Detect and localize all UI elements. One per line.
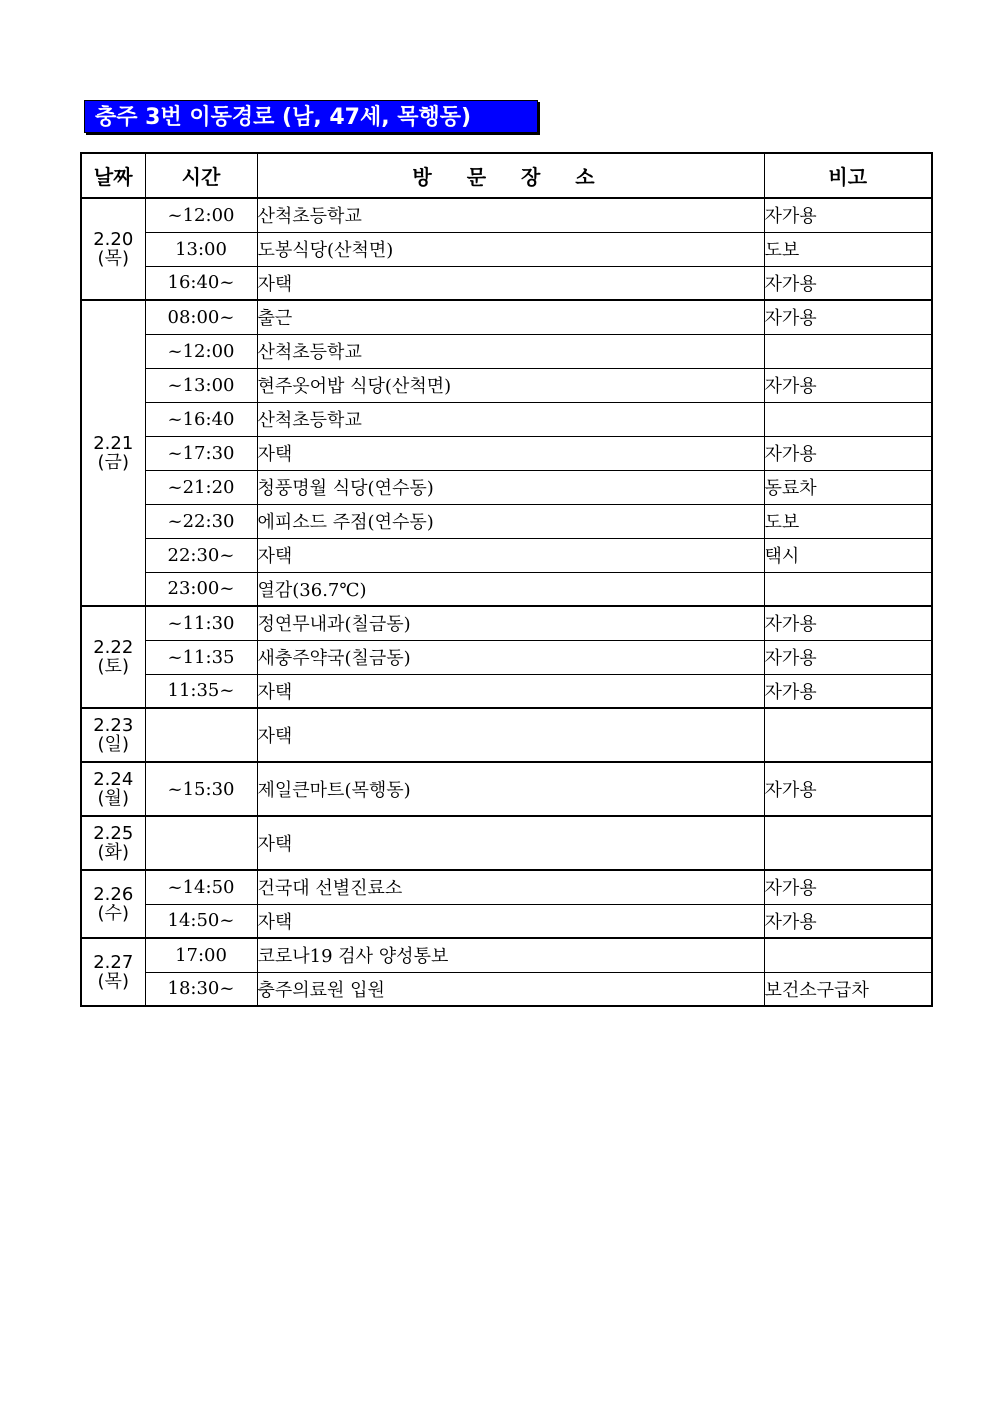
time-cell: 23:00~ xyxy=(145,572,257,606)
time-cell: ~12:00 xyxy=(145,198,257,232)
table-row xyxy=(81,232,932,266)
place-cell: 열감(36.7℃) xyxy=(257,572,764,606)
place-cell: 자택 xyxy=(257,904,764,938)
time-cell: ~11:30 xyxy=(145,606,257,640)
date-value: 2.26 xyxy=(93,884,134,905)
time-cell: ~21:20 xyxy=(145,470,257,504)
table-row xyxy=(81,538,932,572)
table-row xyxy=(81,640,932,674)
table-row xyxy=(81,198,932,232)
time-cell: 08:00~ xyxy=(145,300,257,334)
date-cell xyxy=(81,708,145,762)
table-row xyxy=(81,972,932,1006)
place-cell: 현주옷어밥 식당(산척면) xyxy=(257,368,764,402)
time-cell: ~13:00 xyxy=(145,368,257,402)
time-cell: 17:00 xyxy=(145,938,257,972)
time-cell: 14:50~ xyxy=(145,904,257,938)
place-cell: 도봉식당(산척면) xyxy=(257,232,764,266)
note-cell: 자가용 xyxy=(764,198,932,232)
note-cell xyxy=(764,402,932,436)
time-cell: 11:35~ xyxy=(145,674,257,708)
time-cell: ~22:30 xyxy=(145,504,257,538)
date-group xyxy=(81,198,932,300)
note-cell xyxy=(764,938,932,972)
day-of-week: (목) xyxy=(97,971,129,992)
place-cell: 산척초등학교 xyxy=(257,334,764,368)
date-value: 2.20 xyxy=(93,229,134,250)
table-row xyxy=(81,470,932,504)
table-row xyxy=(81,938,932,972)
date-group xyxy=(81,606,932,708)
place-cell: 청풍명월 식당(연수동) xyxy=(257,470,764,504)
date-group xyxy=(81,816,932,870)
date-value: 2.27 xyxy=(93,952,134,973)
table-row xyxy=(81,436,932,470)
day-of-week: (토) xyxy=(97,656,129,677)
time-cell: 13:00 xyxy=(145,232,257,266)
time-cell xyxy=(145,708,257,762)
place-cell: 자택 xyxy=(257,816,764,870)
table-row xyxy=(81,266,932,300)
header-date: 날짜 xyxy=(81,153,145,198)
table-row xyxy=(81,708,932,762)
note-cell xyxy=(764,334,932,368)
date-group xyxy=(81,300,932,606)
date-cell xyxy=(81,300,145,606)
note-cell: 자가용 xyxy=(764,870,932,904)
date-cell xyxy=(81,938,145,1006)
day-of-week: (목) xyxy=(97,248,129,269)
time-cell: 18:30~ xyxy=(145,972,257,1006)
table-row xyxy=(81,904,932,938)
note-cell: 자가용 xyxy=(764,300,932,334)
time-cell xyxy=(145,816,257,870)
date-cell xyxy=(81,816,145,870)
time-cell: ~16:40 xyxy=(145,402,257,436)
date-group xyxy=(81,938,932,1006)
note-cell: 도보 xyxy=(764,504,932,538)
note-cell: 자가용 xyxy=(764,640,932,674)
table-row xyxy=(81,870,932,904)
header-row xyxy=(81,153,932,198)
place-cell: 자택 xyxy=(257,674,764,708)
place-cell: 정연무내과(칠금동) xyxy=(257,606,764,640)
note-cell xyxy=(764,572,932,606)
time-cell: ~15:30 xyxy=(145,762,257,816)
time-cell: ~14:50 xyxy=(145,870,257,904)
table-row xyxy=(81,504,932,538)
place-cell: 에피소드 주점(연수동) xyxy=(257,504,764,538)
date-cell xyxy=(81,198,145,300)
page-title: 충주 3번 이동경로 (남, 47세, 목행동) xyxy=(84,100,538,133)
route-table xyxy=(80,152,933,1007)
table-row xyxy=(81,300,932,334)
table-row xyxy=(81,368,932,402)
place-cell: 새충주약국(칠금동) xyxy=(257,640,764,674)
note-cell: 자가용 xyxy=(764,674,932,708)
time-cell: ~11:35 xyxy=(145,640,257,674)
table-row xyxy=(81,402,932,436)
note-cell: 자가용 xyxy=(764,762,932,816)
time-cell: 16:40~ xyxy=(145,266,257,300)
place-cell: 충주의료원 입원 xyxy=(257,972,764,1006)
date-cell xyxy=(81,870,145,938)
day-of-week: (일) xyxy=(97,734,129,755)
note-cell: 도보 xyxy=(764,232,932,266)
day-of-week: (금) xyxy=(97,452,129,473)
note-cell: 택시 xyxy=(764,538,932,572)
place-cell: 자택 xyxy=(257,538,764,572)
table-row xyxy=(81,572,932,606)
table-row xyxy=(81,674,932,708)
table-row xyxy=(81,816,932,870)
note-cell xyxy=(764,708,932,762)
table-row xyxy=(81,762,932,816)
place-cell: 건국대 선별진료소 xyxy=(257,870,764,904)
note-cell: 자가용 xyxy=(764,436,932,470)
date-value: 2.22 xyxy=(93,637,134,658)
date-group xyxy=(81,762,932,816)
date-group xyxy=(81,870,932,938)
date-cell xyxy=(81,762,145,816)
time-cell: ~12:00 xyxy=(145,334,257,368)
table-row xyxy=(81,334,932,368)
place-cell: 제일큰마트(목행동) xyxy=(257,762,764,816)
note-cell xyxy=(764,816,932,870)
header-time: 시간 xyxy=(145,153,257,198)
table-row xyxy=(81,606,932,640)
header-note: 비고 xyxy=(764,153,932,198)
place-cell: 자택 xyxy=(257,436,764,470)
note-cell: 보건소구급차 xyxy=(764,972,932,1006)
time-cell: 22:30~ xyxy=(145,538,257,572)
note-cell: 자가용 xyxy=(764,904,932,938)
date-cell xyxy=(81,606,145,708)
date-value: 2.21 xyxy=(93,433,134,454)
date-group xyxy=(81,708,932,762)
date-value: 2.23 xyxy=(93,715,134,736)
header-place: 방 문 장 소 xyxy=(257,153,764,198)
note-cell: 자가용 xyxy=(764,266,932,300)
place-cell: 산척초등학교 xyxy=(257,198,764,232)
place-cell: 자택 xyxy=(257,266,764,300)
note-cell: 자가용 xyxy=(764,368,932,402)
place-cell: 자택 xyxy=(257,708,764,762)
place-cell: 코로나19 검사 양성통보 xyxy=(257,938,764,972)
day-of-week: (수) xyxy=(97,903,129,924)
note-cell: 자가용 xyxy=(764,606,932,640)
time-cell: ~17:30 xyxy=(145,436,257,470)
place-cell: 출근 xyxy=(257,300,764,334)
day-of-week: (화) xyxy=(97,842,129,863)
place-cell: 산척초등학교 xyxy=(257,402,764,436)
note-cell: 동료차 xyxy=(764,470,932,504)
date-value: 2.24 xyxy=(93,769,134,790)
date-value: 2.25 xyxy=(93,823,134,844)
day-of-week: (월) xyxy=(97,788,129,809)
